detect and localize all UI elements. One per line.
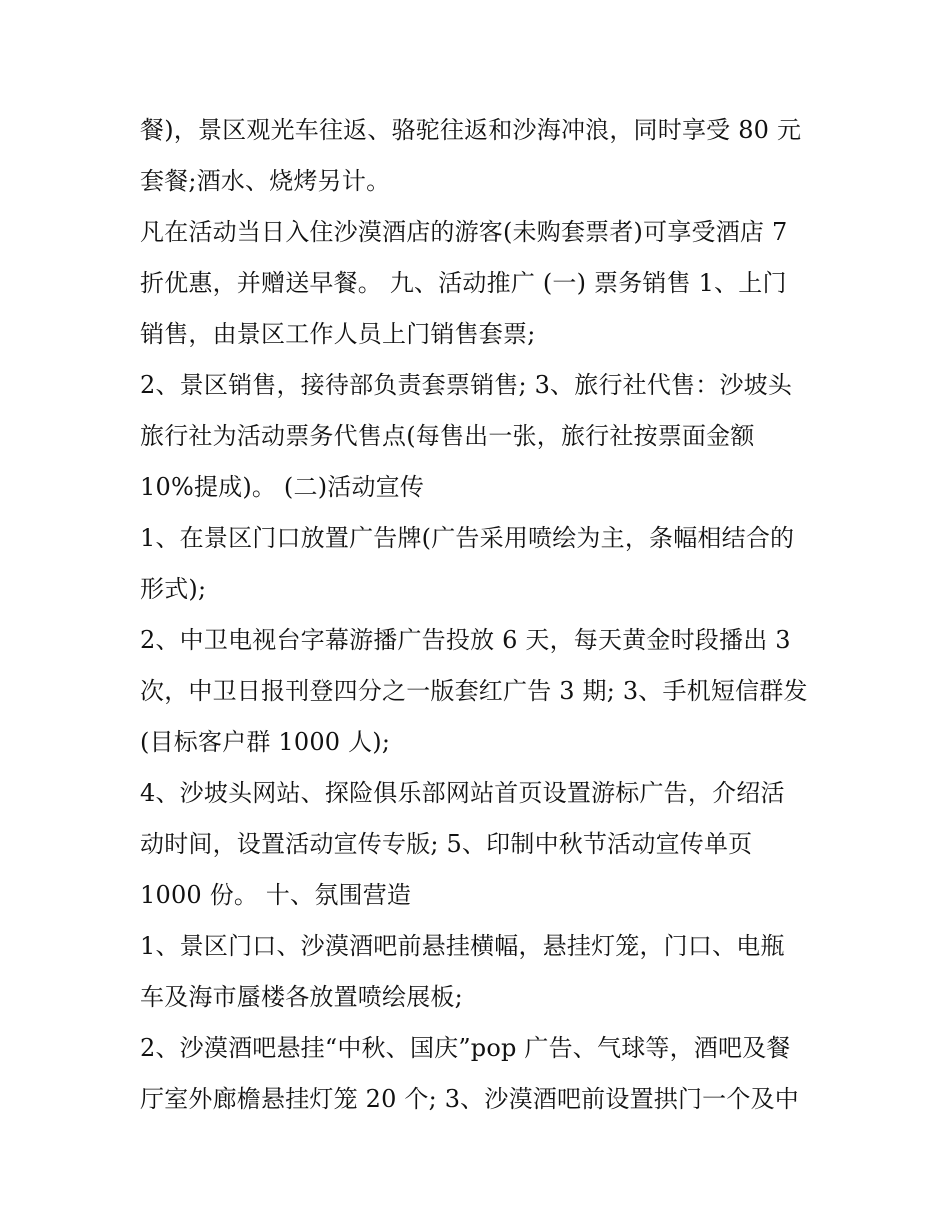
text-line: 旅行社为活动票务代售点(每售出一张，旅行社按票面金额 xyxy=(140,422,755,450)
text-line: 车及海市蜃楼各放置喷绘展板; xyxy=(140,983,463,1011)
text-line: 1、景区门口、沙漠酒吧前悬挂横幅，悬挂灯笼，门口、电瓶 xyxy=(140,932,785,960)
text-line: 餐)，景区观光车往返、骆驼往返和沙海冲浪，同时享受 80 元 xyxy=(140,116,802,144)
text-line: 形式); xyxy=(140,575,207,603)
text-line: 套餐;酒水、烧烤另计。 xyxy=(140,167,391,195)
text-line: 凡在活动当日入住沙漠酒店的游客(未购套票者)可享受酒店 7 xyxy=(140,218,788,246)
text-line: 2、景区销售，接待部负责套票销售; 3、旅行社代售：沙坡头 xyxy=(140,371,793,399)
text-line: 10%提成)。 (二)活动宣传 xyxy=(140,473,425,501)
text-line: 2、沙漠酒吧悬挂“中秋、国庆”pop 广告、气球等，酒吧及餐 xyxy=(140,1034,791,1062)
text-line: 动时间，设置活动宣传专版; 5、印制中秋节活动宣传单页 xyxy=(140,830,753,858)
text-line: 2、中卫电视台字幕游播广告投放 6 天，每天黄金时段播出 3 xyxy=(140,626,791,654)
text-line: 销售，由景区工作人员上门销售套票; xyxy=(140,320,536,348)
text-line: 次，中卫日报刊登四分之一版套红广告 3 期; 3、手机短信群发 xyxy=(140,677,808,705)
text-line: 折优惠，并赠送早餐。 九、活动推广 (一) 票务销售 1、上门 xyxy=(140,269,787,297)
text-line: 厅室外廊檐悬挂灯笼 20 个; 3、沙漠酒吧前设置拱门一个及中 xyxy=(140,1085,799,1113)
text-line: 1、在景区门口放置广告牌(广告采用喷绘为主，条幅相结合的 xyxy=(140,524,795,552)
text-line: (目标客户群 1000 人); xyxy=(140,728,391,756)
text-line: 1000 份。 十、氛围营造 xyxy=(140,881,412,909)
text-line: 4、沙坡头网站、探险俱乐部网站首页设置游标广告，介绍活 xyxy=(140,779,785,807)
document-body xyxy=(140,105,812,1125)
